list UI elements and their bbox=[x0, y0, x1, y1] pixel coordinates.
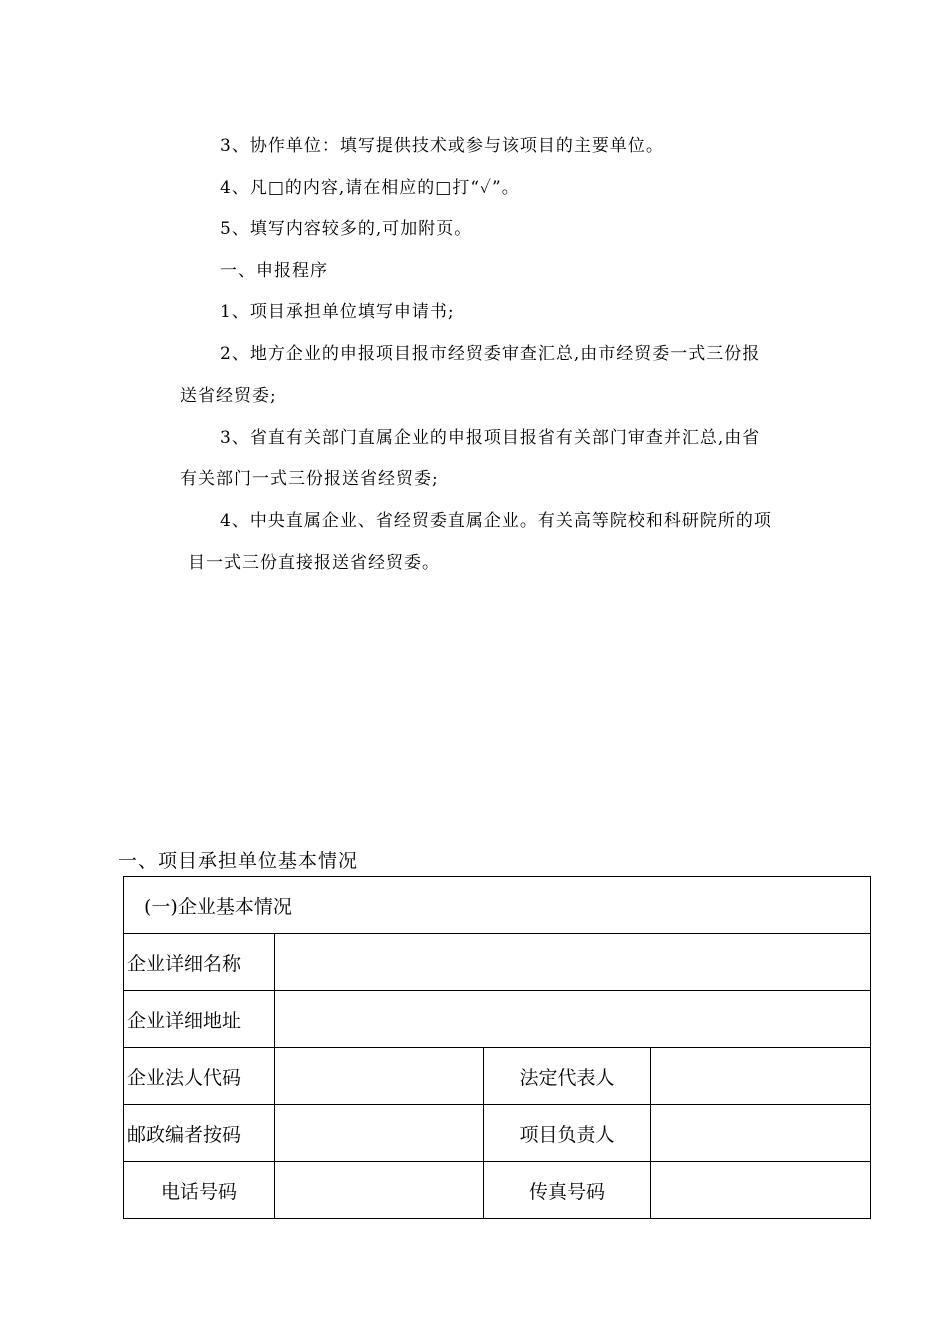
section-title: 一、项目承担单位基本情况 bbox=[118, 850, 359, 872]
postal-code-label: 邮政编者按码 bbox=[124, 1105, 275, 1162]
procedure-step-3-line-2: 有关部门一式三份报送省经贸委; bbox=[180, 469, 439, 489]
project-lead-label: 项目负责人 bbox=[483, 1105, 651, 1162]
fax-field[interactable] bbox=[651, 1162, 871, 1219]
procedure-step-3-line-1: 3、省直有关部门直属企业的申报项目报省有关部门审查并汇总,由省 bbox=[220, 428, 761, 448]
legal-rep-field[interactable] bbox=[651, 1048, 871, 1105]
postal-code-field[interactable] bbox=[274, 1105, 483, 1162]
procedure-step-2-line-1: 2、地方企业的申报项目报市经贸委审查汇总,由市经贸委一式三份报 bbox=[220, 344, 761, 364]
procedure-step-2-line-2: 送省经贸委; bbox=[180, 386, 277, 406]
procedure-step-4-line-2: 目一式三份直接报送省经贸委。 bbox=[188, 553, 440, 573]
procedure-step-1: 1、项目承担单位填写申请书; bbox=[220, 302, 455, 322]
instruction-4: 4、凡□的内容,请在相应的□打“✓”。 bbox=[220, 178, 520, 198]
project-lead-field[interactable] bbox=[651, 1105, 871, 1162]
legal-code-field[interactable] bbox=[274, 1048, 483, 1105]
legal-rep-label: 法定代表人 bbox=[483, 1048, 651, 1105]
procedure-heading: 一、申报程序 bbox=[220, 261, 328, 281]
company-info-table bbox=[123, 876, 871, 1219]
phone-field[interactable] bbox=[274, 1162, 483, 1219]
company-name-field[interactable] bbox=[274, 934, 870, 991]
legal-code-label: 企业法人代码 bbox=[124, 1048, 275, 1105]
procedure-step-4-line-1: 4、中央直属企业、省经贸委直属企业。有关高等院校和科研院所的项 bbox=[220, 511, 772, 531]
fax-label: 传真号码 bbox=[483, 1162, 651, 1219]
phone-label: 电话号码 bbox=[124, 1162, 275, 1219]
company-name-label: 企业详细名称 bbox=[124, 934, 275, 991]
instruction-5: 5、填写内容较多的,可加附页。 bbox=[220, 219, 473, 239]
company-address-label: 企业详细地址 bbox=[124, 991, 275, 1048]
table-subtitle: (一)企业基本情况 bbox=[124, 877, 871, 934]
company-address-field[interactable] bbox=[274, 991, 870, 1048]
instruction-3: 3、协作单位：填写提供技术或参与该项目的主要单位。 bbox=[220, 136, 664, 156]
